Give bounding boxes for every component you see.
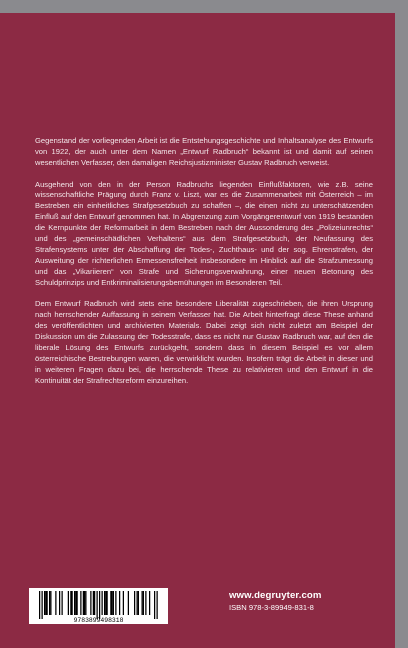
publisher-info: [229, 590, 389, 613]
blurb-paragraph-3: Dem Entwurf Radbruch wird stets eine besondere Liberalität zugeschrieben, die ihren Ursprung nach herrschender Auffassung in seinem Verfasser hat. Die Arbeit hinterfragt diese These anhand des veröffentlichten und archivierten Materials. Dabei zeigt sich nicht zuletzt am Beispiel der Diskussion um die Zulassung der Todesstrafe, dass es nicht nur Gustav Radbruch war, auf den die liberale Lösung des Entwurfs zurückgeht, sondern dass in diesem Beispiel es vor allem österreichische Bestrebungen waren, die verwirklicht wurden. Insofern trägt die Arbeit in dieser und in weiteren Fragen dazu bei, die herrschende These zu relativieren und den Entwurf in die Kontinuität der Strafrechtsreform einzureihen.: [35, 299, 373, 385]
barcode-bar: [128, 591, 129, 615]
barcode-bar: [149, 591, 150, 615]
top-grey-band: [0, 0, 408, 13]
blurb-paragraph-1: Gegenstand der vorliegenden Arbeit ist die Entstehungsgeschichte und Inhaltsanalyse des Entwurfs von 1922, der auch unter dem Namen „Entwurf Radbruch“ bekannt ist und damit auf seinen wesentlichen Verfasser, den damaligen Reichsjustizminister Gustav Radbruch verweist.: [35, 136, 373, 167]
barcode-bar: [145, 591, 146, 615]
publisher-url[interactable]: www.degruyter.com: [229, 590, 322, 601]
barcode-bar: [49, 591, 50, 615]
barcode-bar: [113, 591, 114, 615]
barcode-bar: [157, 591, 158, 619]
barcode-bar: [154, 591, 155, 619]
barcode-bar: [143, 591, 144, 615]
barcode-bar: [110, 591, 111, 615]
barcode-bar: [123, 591, 124, 615]
barcode-bar: [94, 591, 95, 615]
barcode-bar: [90, 591, 91, 615]
barcode-bar: [137, 591, 138, 615]
barcode-bar: [84, 591, 85, 615]
back-cover-blurb: [35, 136, 373, 397]
barcode-bar: [93, 591, 94, 615]
barcode-bar: [45, 591, 46, 615]
barcode-bar: [39, 591, 40, 619]
barcode-bar: [134, 591, 135, 615]
isbn-number: ISBN 978-3-89949-831-8: [229, 603, 314, 612]
barcode-bar: [55, 591, 56, 615]
barcode-bar: [119, 591, 120, 615]
barcode-bar: [70, 591, 71, 615]
barcode-bar: [142, 591, 143, 615]
barcode-bar: [85, 591, 86, 615]
isbn-barcode: [29, 588, 168, 624]
barcode-bar: [72, 591, 73, 615]
barcode-bar: [138, 591, 139, 615]
barcode-bar: [50, 591, 51, 615]
barcode-bar: [115, 591, 116, 615]
barcode-bar: [62, 591, 63, 615]
barcode-bar: [107, 591, 108, 615]
barcode-bar: [99, 591, 100, 619]
barcode-bar: [47, 591, 48, 615]
barcode-bar: [102, 591, 103, 615]
barcode-bar: [83, 591, 84, 615]
barcode-bar: [80, 591, 81, 615]
barcode-bar: [112, 591, 113, 615]
barcode-bar: [97, 591, 98, 619]
barcode-bar: [77, 591, 78, 615]
barcode-bar: [68, 591, 69, 615]
barcode-bar: [105, 591, 106, 615]
barcode-bar: [59, 591, 60, 615]
barcode-bar: [75, 591, 76, 615]
barcode-bar: [42, 591, 43, 619]
blurb-paragraph-2: Ausgehend von den in der Person Radbruchs liegenden Einflußfaktoren, wie z.B. seine wissenschaftliche Prägung durch Franz v. Liszt, war es die Zusammenarbeit mit Österreich – im Bestreben ein einheitliches Strafgesetzbuch zu schaffen –, die einen nicht zu unterschätzenden Einfluß auf den Entwurf genommen hat. In Abgrenzung zum Vorgängerentwurf von 1919 bestanden die Kernpunkte der Reformarbeit in dem Bestreben nach der Aussonderung des „Polizeiunrechts“ und des „gemeinschädlichen Verhaltens“ aus dem Strafgesetzbuch, der Neufassung des Strafensystems unter der Abschaffung der Todes-, Zuchthaus- und der sog. Ehrenstrafen, der Ausweitung der richterlichen Ermessensfreiheit insbesondere im Hinblick auf die Strafzumessung und das „Vikariieren“ von Strafe und Sicherungsverwahrung, einer neuen Betonung des Schuldprinzips und Entkriminalisierungsbemühungen im Besonderen Teil.: [35, 179, 373, 287]
barcode-bar: [74, 591, 75, 615]
right-grey-band: [395, 0, 408, 648]
barcode-digits: 9783899498318: [73, 617, 124, 624]
barcode-bar: [44, 591, 45, 615]
barcode-graphic: [29, 588, 168, 624]
barcode-bar: [104, 591, 105, 615]
